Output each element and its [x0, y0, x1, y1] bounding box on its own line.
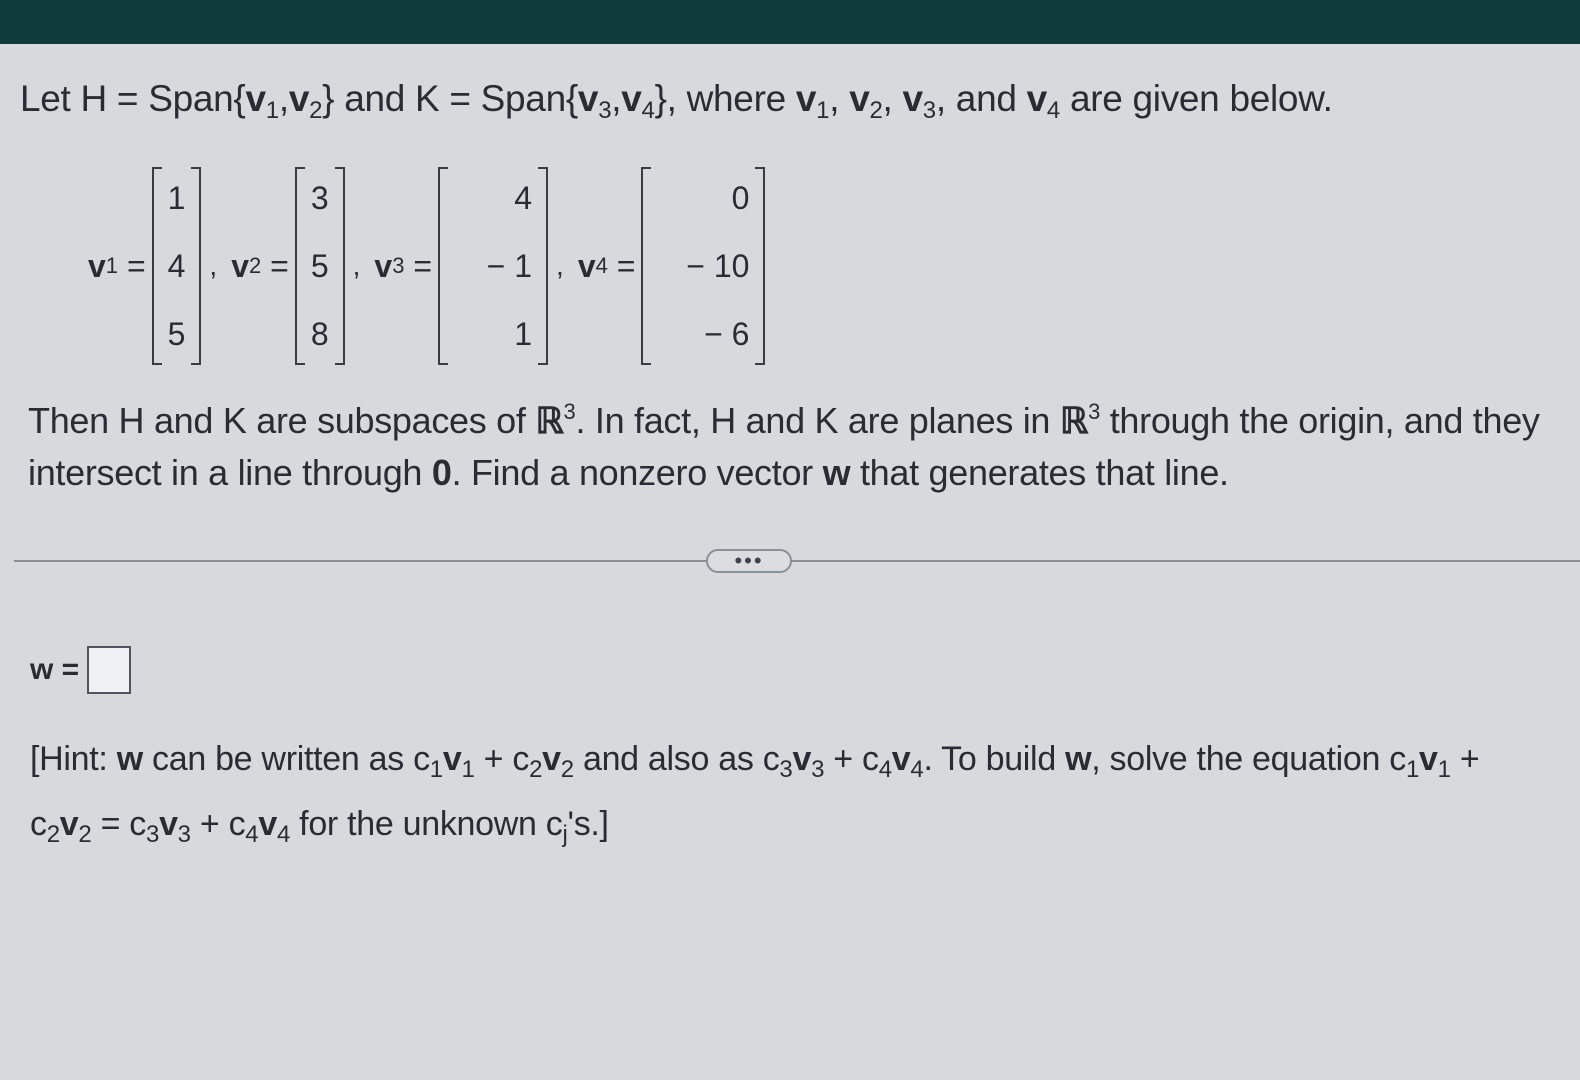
- matrix-entry: 1: [167, 180, 186, 216]
- matrix-entry: 4: [514, 180, 533, 216]
- matrix-entry: 1: [514, 316, 533, 352]
- vector-label-v1: v 1 =: [88, 247, 146, 284]
- matrix-entry: 5: [310, 248, 329, 284]
- answer-label: w =: [30, 653, 80, 686]
- matrix-entry: 8: [310, 316, 329, 352]
- answer-input[interactable]: [87, 646, 131, 694]
- top-bar: [0, 0, 1580, 44]
- vector-v2-matrix: [295, 168, 345, 364]
- expand-more-button[interactable]: [706, 549, 792, 573]
- separator-comma: ,: [209, 250, 218, 281]
- vector-v3-matrix: [438, 168, 548, 364]
- matrix-entry: − 10: [686, 248, 750, 284]
- answer-row: [30, 646, 131, 694]
- separator-comma: ,: [556, 250, 564, 281]
- vector-label-v3: v 3 =: [374, 247, 433, 284]
- vector-label-v2: v 2 =: [231, 247, 289, 284]
- matrix-entry: 0: [731, 180, 750, 216]
- matrix-entry: 4: [167, 248, 186, 284]
- section-divider: [14, 560, 1580, 562]
- more-dots-icon: •••: [734, 548, 764, 573]
- matrix-entry: 5: [167, 316, 186, 352]
- matrix-entry: − 1: [486, 248, 533, 284]
- separator-comma: ,: [352, 250, 361, 281]
- problem-intro: Let $H = Span\{v_1,v_2\}$ and $K = Span\{v_3,v_4\}$, where $v_1$, $v_2$, $v_3$, and $v_4$ are given below.: [20, 78, 1333, 124]
- vector-v4-matrix: [641, 168, 765, 364]
- matrix-entry: − 6: [704, 316, 750, 352]
- matrix-entry: 3: [310, 180, 329, 216]
- hint-text: [Hint: w can be written as $c_1v_1 + c_2v_2$ and also as $c_3v_3 + c_4v_4$. To build w, solve the equation $c_1v_1 + c_2v_2 = c_3v_3 + c_4v_4$ for the unknown $c_j's$.]: [30, 740, 1480, 848]
- problem-statement: Then H and K are subspaces of ℝ$^3$. In fact, H and K are planes in ℝ$^3$ through the origin, and they intersect in a line through 0. Find a nonzero vector w that generates that line.: [28, 399, 1540, 493]
- vector-v1-matrix: [152, 168, 202, 364]
- vector-label-v4: v 4 =: [577, 247, 636, 284]
- vector-definitions: [88, 160, 765, 372]
